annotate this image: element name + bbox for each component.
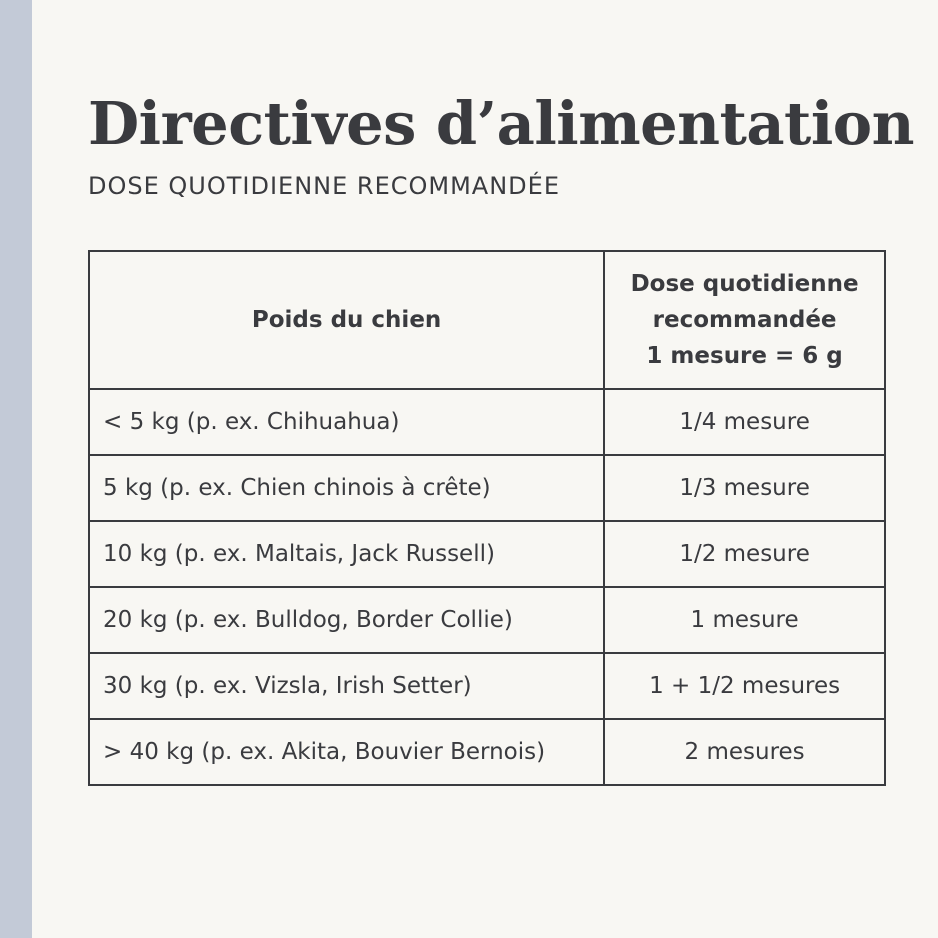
page-title: Directives d’alimentation (88, 89, 914, 158)
weight-cell: > 40 kg (p. ex. Akita, Bouvier Bernois) (89, 719, 604, 785)
table-row (89, 521, 885, 587)
dose-cell: 1/3 mesure (604, 455, 885, 521)
page-subtitle: DOSE QUOTIDIENNE RECOMMANDÉE (88, 172, 560, 200)
table-row (89, 719, 885, 785)
dose-cell: 1/4 mesure (604, 389, 885, 455)
weight-cell: 10 kg (p. ex. Maltais, Jack Russell) (89, 521, 604, 587)
table-row (89, 653, 885, 719)
header-weight: Poids du chien (89, 251, 604, 389)
side-stripe (0, 0, 32, 938)
header-dose-line: 1 mesure = 6 g (646, 343, 843, 369)
dose-cell: 1 + 1/2 mesures (604, 653, 885, 719)
header-dose-line: recommandée (652, 307, 837, 333)
dose-cell: 1 mesure (604, 587, 885, 653)
table-row (89, 389, 885, 455)
weight-cell: 30 kg (p. ex. Vizsla, Irish Setter) (89, 653, 604, 719)
dose-cell: 2 mesures (604, 719, 885, 785)
weight-cell: < 5 kg (p. ex. Chihuahua) (89, 389, 604, 455)
weight-cell: 20 kg (p. ex. Bulldog, Border Collie) (89, 587, 604, 653)
dose-cell: 1/2 mesure (604, 521, 885, 587)
feeding-table (88, 250, 886, 786)
weight-cell: 5 kg (p. ex. Chien chinois à crête) (89, 455, 604, 521)
table-row (89, 587, 885, 653)
table-header-row (89, 251, 885, 389)
header-dose-line: Dose quotidienne (630, 271, 859, 297)
header-dose (604, 251, 885, 389)
table-row (89, 455, 885, 521)
